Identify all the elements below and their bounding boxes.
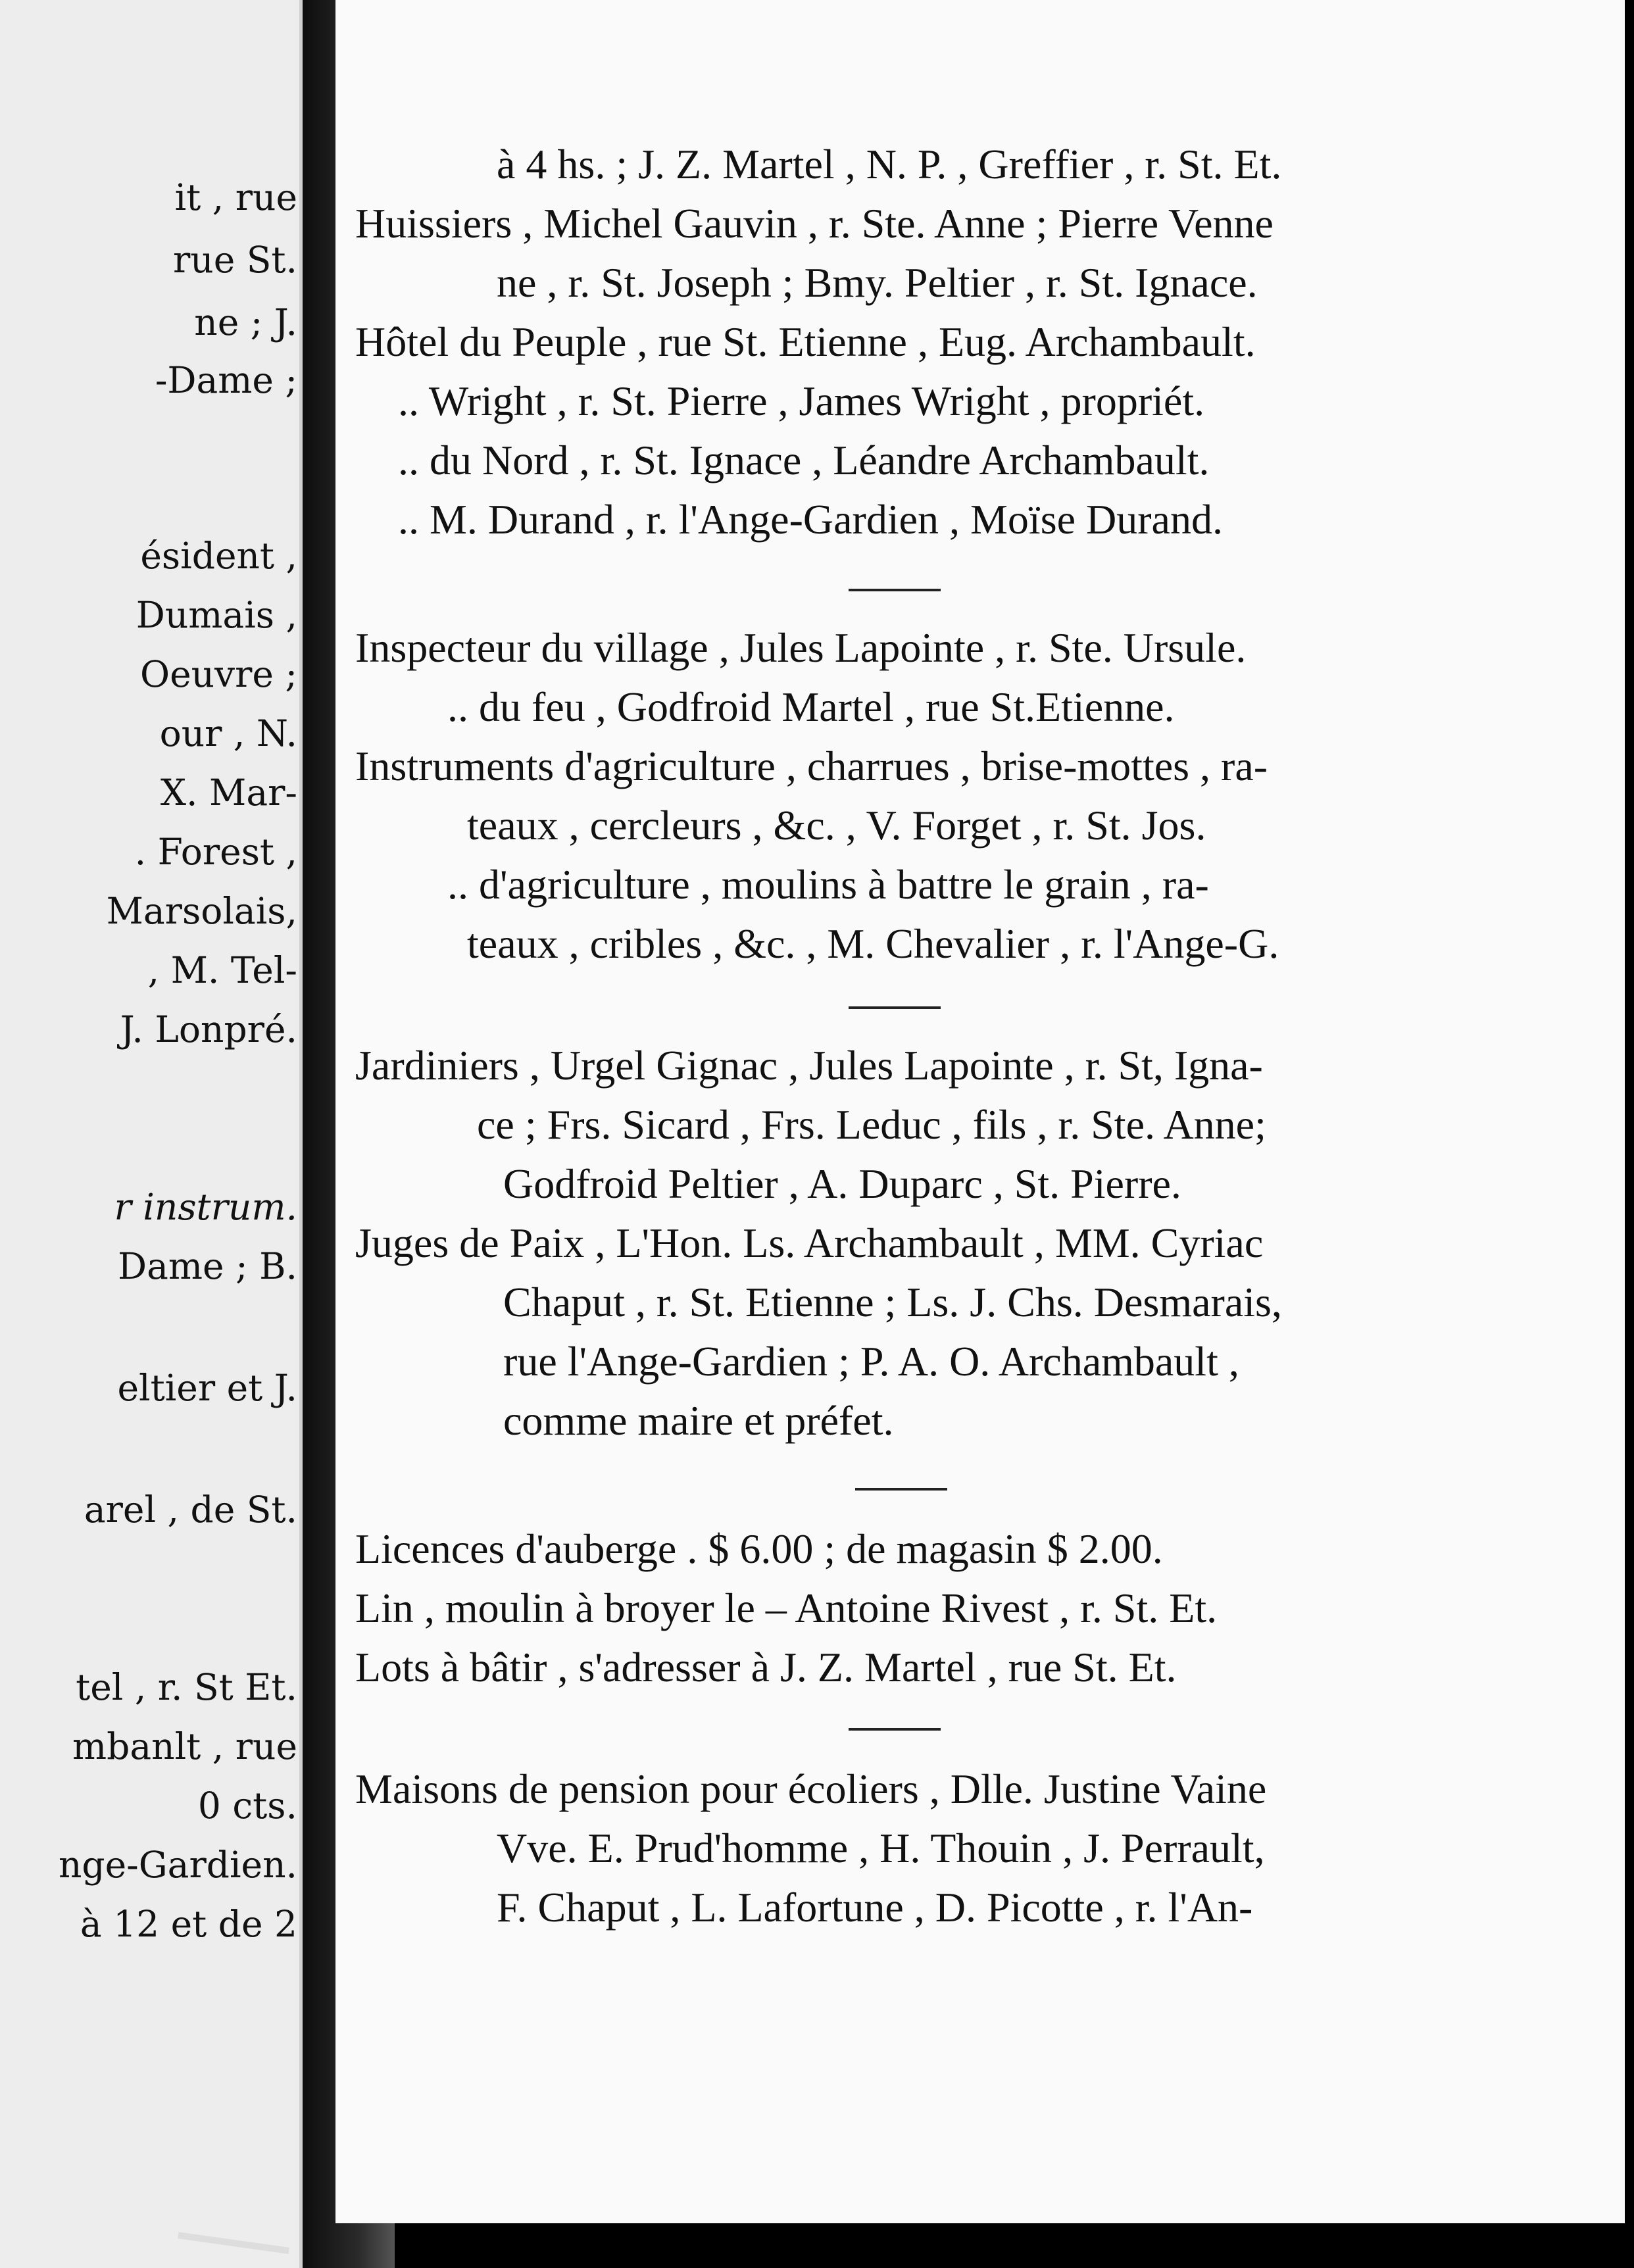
left-fragment: nge-Gardien. — [58, 1844, 297, 1886]
entry-line: Maisons de pension pour écoliers , Dlle. Justine Vaine — [355, 1765, 1267, 1812]
left-fragment: -Dame ; — [155, 359, 297, 401]
entry-line: .. du Nord , r. St. Ignace , Léandre Archambault. — [398, 437, 1210, 483]
entry-line: Lin , moulin à broyer le – Antoine Rivest , r. St. Et. — [355, 1585, 1218, 1631]
left-fragment: ne ; J. — [194, 301, 297, 343]
left-fragment: ésident , — [140, 535, 297, 577]
entry-line: ce ; Frs. Sicard , Frs. Leduc , fils , r. Ste. Anne; — [477, 1101, 1266, 1148]
left-fragment: 0 cts. — [197, 1785, 297, 1827]
left-fragment: Dame ; B. — [118, 1245, 297, 1287]
left-page — [0, 0, 309, 2268]
entry-line: Vve. E. Prud'homme , H. Thouin , J. Perrault, — [497, 1825, 1265, 1871]
left-fragment: our , N. — [159, 712, 297, 754]
entry-line: Jardiniers , Urgel Gignac , Jules Lapointe , r. St, Igna- — [355, 1042, 1263, 1089]
entry-line: .. du feu , Godfroid Martel , rue St.Etienne. — [447, 683, 1175, 730]
right-page — [335, 0, 1625, 2223]
section-divider — [849, 1006, 941, 1009]
entry-line: Godfroid Peltier , A. Duparc , St. Pierre. — [503, 1160, 1181, 1207]
entry-line: .. d'agriculture , moulins à battre le grain , ra- — [447, 861, 1209, 908]
section-divider — [849, 589, 941, 591]
entry-line: teaux , cercleurs , &c. , V. Forget , r. St. Jos. — [467, 802, 1206, 849]
left-fragment: Dumais , — [136, 594, 297, 636]
left-fragment: , M. Tel- — [147, 949, 297, 991]
entry-line: .. M. Durand , r. l'Ange-Gardien , Moïse Durand. — [398, 496, 1223, 543]
section-divider — [855, 1488, 947, 1491]
entry-line: Hôtel du Peuple , rue St. Etienne , Eug. Archambault. — [355, 318, 1256, 365]
entry-line: Juges de Paix , L'Hon. Ls. Archambault , MM. Cyriac — [355, 1220, 1264, 1266]
left-fragment: it , rue — [174, 176, 297, 218]
entry-line: à 4 hs. ; J. Z. Martel , N. P. , Greffier , r. St. Et. — [497, 141, 1282, 187]
left-fragment: rue St. — [172, 239, 297, 281]
left-fragment: J. Lonpré. — [120, 1008, 297, 1050]
entry-line: rue l'Ange-Gardien ; P. A. O. Archambault , — [503, 1338, 1239, 1385]
left-fragment: Oeuvre ; — [140, 653, 297, 695]
left-fragment: Marsolais, — [106, 890, 297, 932]
entry-line: Huissiers , Michel Gauvin , r. Ste. Anne ; Pierre Venne — [355, 200, 1274, 247]
entry-line: .. Wright , r. St. Pierre , James Wright , propriét. — [398, 378, 1205, 424]
left-fragment: à 12 et de 2 — [80, 1903, 297, 1945]
entry-line: Lots à bâtir , s'adresser à J. Z. Martel , rue St. Et. — [355, 1644, 1177, 1690]
left-fragment: eltier et J. — [117, 1367, 297, 1409]
entry-line: Chaput , r. St. Etienne ; Ls. J. Chs. Desmarais, — [503, 1279, 1282, 1325]
left-fragment: r instrum. — [114, 1186, 297, 1228]
entry-line: F. Chaput , L. Lafortune , D. Picotte , r. l'An- — [497, 1884, 1253, 1931]
entry-line: comme maire et préfet. — [503, 1397, 894, 1444]
section-divider — [849, 1728, 941, 1731]
left-fragment: . Forest , — [134, 831, 297, 873]
entry-line: teaux , cribles , &c. , M. Chevalier , r. l'Ange-G. — [467, 920, 1279, 967]
left-fragment: X. Mar- — [160, 772, 297, 814]
left-fragment: arel , de St. — [84, 1489, 297, 1531]
entry-line: Instruments d'agriculture , charrues , brise-mottes , ra- — [355, 743, 1268, 789]
entry-line: Inspecteur du village , Jules Lapointe , r. Ste. Ursule. — [355, 624, 1247, 671]
left-fragment: mbanlt , rue — [72, 1725, 297, 1767]
left-fragment: tel , r. St Et. — [76, 1666, 297, 1708]
entry-line: Licences d'auberge . $ 6.00 ; de magasin $ 2.00. — [355, 1525, 1163, 1572]
entry-line: ne , r. St. Joseph ; Bmy. Peltier , r. St. Ignace. — [497, 259, 1258, 306]
